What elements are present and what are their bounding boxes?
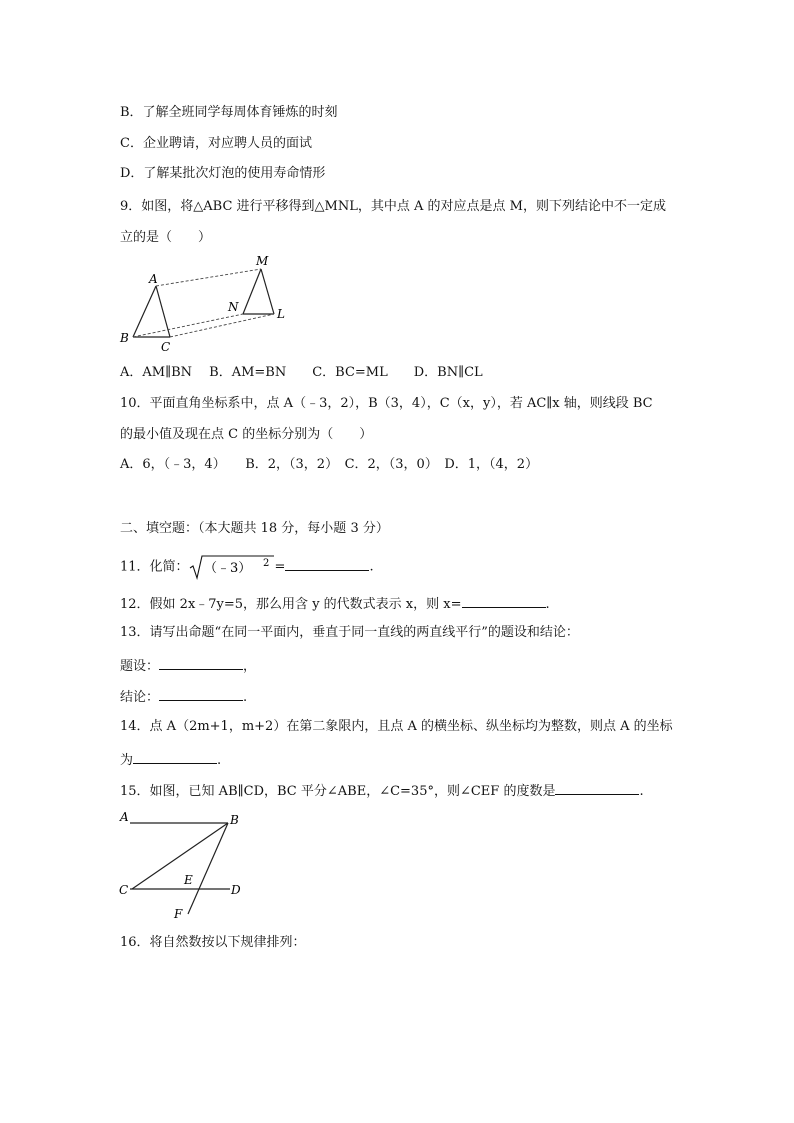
- radical-sign: [189, 554, 275, 580]
- label-A: A: [120, 810, 129, 824]
- question-15-suffix: .: [639, 784, 644, 799]
- premise-label: 题设：: [120, 659, 160, 674]
- question-10-stem-cont: 的最小值及现在点 C 的坐标分别为（ ）: [120, 427, 373, 442]
- question-13-premise: [120, 656, 256, 675]
- question-9-options: A．AM∥BN B．AM=BN C．BC=ML D．BN∥CL: [120, 365, 483, 380]
- label-L: L: [277, 307, 285, 321]
- question-10-stem: 10．平面直角坐标系中，点 A（﹣3，2），B（3，4），C（x，y），若 AC∥x 轴，则线段 BC: [120, 396, 653, 411]
- option-8b: B．了解全班同学每周体育锤炼的时刻: [120, 105, 338, 120]
- label-E: E: [184, 873, 193, 887]
- answer-blank-13-premise[interactable]: [159, 656, 243, 670]
- answer-blank-14[interactable]: [133, 750, 217, 764]
- question-11-prefix: 11．化简：: [120, 559, 189, 575]
- figure-translation-triangles: [118, 253, 288, 355]
- question-16: 16．将自然数按以下规律排列：: [120, 935, 306, 950]
- sqrt-expression: [189, 554, 275, 580]
- segment-ML: [261, 269, 274, 314]
- question-14-stem: 14．点 A（2m+1，m+2）在第二象限内，且点 A 的横坐标、纵坐标均为整数，则点 A 的坐标: [120, 719, 673, 734]
- question-9-stem: 9．如图，将△ABC 进行平移得到△MNL，其中点 A 的对应点是点 M，则下列结论中不一定成: [120, 199, 666, 214]
- dashed-AM: [156, 269, 261, 286]
- conclusion-label: 结论：: [120, 690, 160, 705]
- question-11: 11．化简： （﹣3） 2 = .: [120, 554, 374, 580]
- option-8c: C．企业聘请，对应聘人员的面试: [120, 136, 312, 151]
- answer-blank-13-conclusion[interactable]: [159, 687, 243, 701]
- answer-blank-12[interactable]: [462, 594, 546, 608]
- label-C: C: [161, 340, 171, 354]
- label-N: N: [228, 300, 239, 314]
- segment-MN: [243, 269, 261, 314]
- answer-blank-15[interactable]: [555, 781, 639, 795]
- exponent: 2: [262, 558, 269, 569]
- dashed-BN: [133, 314, 243, 337]
- question-13-stem: 13．请写出命题“在同一平面内，垂直于同一直线的两直线平行”的题设和结论：: [120, 625, 579, 640]
- label-D: D: [231, 883, 241, 897]
- label-B: B: [120, 331, 129, 345]
- question-9-stem-cont: 立的是（ ）: [120, 230, 212, 245]
- question-15-text: 15．如图，已知 AB∥CD，BC 平分∠ABE，∠C=35°，则∠CEF 的度数是: [120, 784, 556, 799]
- question-12-suffix: .: [545, 597, 550, 612]
- answer-blank-11[interactable]: [285, 557, 369, 571]
- label-A: A: [149, 272, 158, 286]
- radicand: （﹣3）: [203, 561, 251, 576]
- question-14-suffix: .: [217, 753, 222, 768]
- section-title-fill-in: 二、填空题：（本大题共 18 分，每小题 3 分）: [120, 521, 389, 536]
- question-11-suffix: .: [369, 559, 374, 575]
- segment-AB: [133, 286, 156, 337]
- question-14-prefix: 为: [120, 753, 134, 768]
- conclusion-suffix: .: [243, 690, 248, 705]
- label-F: F: [174, 907, 183, 920]
- question-15: [120, 781, 644, 800]
- question-13-conclusion: [120, 687, 247, 706]
- question-14-stem-cont: [120, 750, 221, 769]
- option-8d: D．了解某批次灯泡的使用寿命情形: [120, 166, 326, 181]
- premise-suffix: ，: [243, 659, 257, 674]
- question-10-options: A．6，（﹣3，4） B．2，（3，2） C．2，（3，0） D．1，（4，2）: [120, 457, 539, 472]
- figure-parallel-lines: [118, 808, 248, 920]
- dashed-CL: [170, 314, 274, 337]
- label-M: M: [256, 254, 269, 268]
- label-C: C: [119, 883, 129, 897]
- question-12-text: 12．假如 2x﹣7y=5，那么用含 y 的代数式表示 x，则 x=: [120, 597, 462, 612]
- label-B: B: [230, 813, 239, 827]
- question-12: [120, 594, 550, 613]
